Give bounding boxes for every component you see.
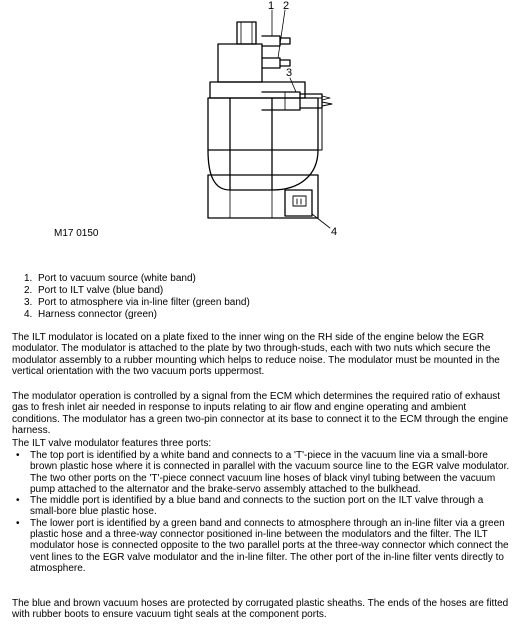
- callout-2: 2: [283, 0, 290, 12]
- legend-item: 1. Port to vacuum source (white band): [24, 273, 196, 284]
- callout-4: 4: [331, 226, 338, 238]
- modulator-figure: [0, 0, 519, 250]
- legend-item: 3. Port to atmosphere via in-line filter (green band): [24, 297, 250, 308]
- legend-item: 4. Harness connector (green): [24, 309, 157, 320]
- list-item: • The middle port is identified by a blue band and connects to the suction port on the ILT valve through a small-bore blue plastic hose.: [12, 495, 512, 518]
- modulator-drawing: [0, 0, 519, 250]
- paragraph-location: The ILT modulator is located on a plate fixed to the inner wing on the RH side of the engine below the EGR modulator. The modulator is attached to the plate by two through-studs, each with two nuts which secure the modulator assembly to a rubber mounting which helps to reduce noise. The modulator must be mounted in the vertical orientation with the two vacuum ports uppermost.: [12, 332, 500, 377]
- ports-list: [12, 450, 512, 574]
- paragraph-ports-intro: The ILT valve modulator features three ports:: [12, 438, 212, 449]
- figure-code: M17 0150: [54, 228, 99, 239]
- callout-1: 1: [268, 0, 275, 12]
- callout-3: 3: [286, 67, 293, 79]
- paragraph-operation: The modulator operation is controlled by a signal from the ECM which determines the required ratio of exhaust gas to fresh inlet air needed in response to inputs relating to air flow and engine operating and ambient conditions. The modulator has a green two-pin connector at its base to connect it to the ECM through the engine harness.: [12, 391, 509, 436]
- list-item: • The lower port is identified by a green band and connects to atmosphere through an in-line filter via a green plastic hose and a three-way connector positioned in-line between the modulators and the filter. The ILT modulator hose is connected opposite to the two parallel ports at the three-way connector which connect the vent lines to the EGR valve modulator and the in-line filter. The other port of the in-line filter vents directly to atmosphere.: [12, 518, 512, 574]
- paragraph-closing: The blue and brown vacuum hoses are protected by corrugated plastic sheaths. The ends of the hoses are fitted with rubber boots to ensure vacuum tight seals at the component ports.: [12, 598, 509, 621]
- list-item: • The top port is identified by a white band and connects to a 'T'-piece in the vacuum line via a small-bore brown plastic hose where it is connected in parallel with the vacuum source line to the EGR valve modulator. The two other ports on the 'T'-piece connect vacuum line hoses of black vinyl tubing between the vacuum pump attached to the alternator and the brake-servo assembly attached to the bulkhead.: [12, 450, 512, 495]
- legend-item: 2. Port to ILT valve (blue band): [24, 285, 164, 296]
- figure-legend: [24, 273, 250, 321]
